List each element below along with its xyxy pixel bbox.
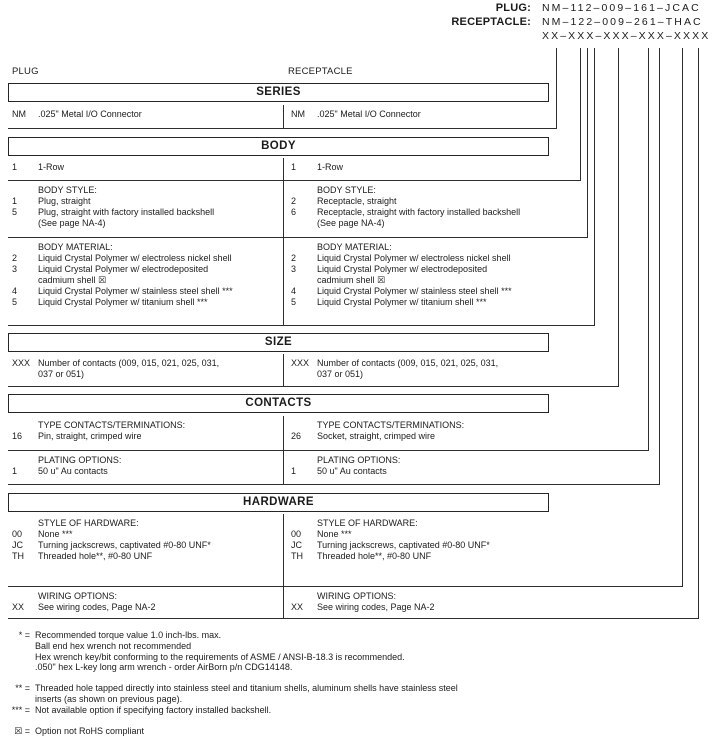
plug-part-number-label: PLUG: <box>495 2 531 14</box>
plug-column-cell <box>8 354 283 386</box>
footnote-marker: ** = <box>15 683 30 694</box>
connector-vline-body-style <box>587 48 588 237</box>
series-block <box>8 105 550 128</box>
option-line <box>291 253 550 264</box>
option-text: (See page NA-4) <box>38 218 106 228</box>
rule-wiring <box>8 618 699 619</box>
option-line <box>12 286 283 297</box>
option-text: BODY STYLE: <box>38 185 97 195</box>
option-text: cadmium shell ☒ <box>317 275 386 285</box>
section-title: BODY <box>261 140 296 152</box>
option-text: WIRING OPTIONS: <box>38 591 118 601</box>
option-code <box>12 275 38 286</box>
option-line <box>291 455 550 466</box>
option-line <box>12 551 283 562</box>
option-code: 5 <box>291 297 297 307</box>
option-line <box>12 591 283 602</box>
option-text: 037 or 051) <box>38 369 85 379</box>
section-header-series <box>8 83 549 102</box>
option-code <box>12 420 38 431</box>
option-code: 6 <box>291 207 297 217</box>
option-line <box>12 540 283 551</box>
option-text: None *** <box>317 529 352 539</box>
option-text: .025" Metal I/O Connector <box>317 109 421 119</box>
footnote-line: Ball end hex wrench not recommended <box>35 640 192 651</box>
connector-vline-wiring <box>698 48 699 618</box>
part-number-row-plug <box>378 1 716 15</box>
connector-vline-size <box>618 48 619 386</box>
option-line <box>291 275 550 286</box>
plug-column-cell <box>8 451 283 484</box>
connector-vline-body-row <box>580 48 581 180</box>
connector-vline-contact-type <box>648 48 649 450</box>
option-text: TYPE CONTACTS/TERMINATIONS: <box>317 420 465 430</box>
plug-column-cell <box>8 105 283 128</box>
option-line <box>291 264 550 275</box>
size-block <box>8 354 550 386</box>
option-line <box>12 358 283 369</box>
option-line <box>12 275 283 286</box>
option-code <box>12 242 38 253</box>
option-line <box>291 196 550 207</box>
option-line <box>12 264 283 275</box>
option-text: 50 u" Au contacts <box>38 466 108 476</box>
footnote-threaded-hole <box>4 683 716 705</box>
option-code: 1 <box>12 162 18 172</box>
option-line <box>12 207 283 218</box>
option-line <box>12 518 283 529</box>
part-number-row-mask <box>378 29 716 43</box>
receptacle-column-cell <box>283 514 550 586</box>
footnote-line: Not available option if specifying factory installed backshell. <box>35 704 272 715</box>
footnote-line: .050" hex L-key long arm wrench - order AirBorn p/n CDG14148. <box>35 662 293 673</box>
option-code: 1 <box>12 466 18 476</box>
section-title: HARDWARE <box>243 496 314 508</box>
option-code: 5 <box>12 297 18 307</box>
option-code: 2 <box>291 196 297 206</box>
option-text: Receptacle, straight with factory installed backshell <box>317 207 521 217</box>
option-code: 2 <box>291 253 297 263</box>
footnote-line: Recommended torque value 1.0 inch-lbs. max. <box>35 630 222 640</box>
section-header-body <box>8 137 549 156</box>
option-code: XX <box>12 602 25 612</box>
plug-column-cell <box>8 416 283 450</box>
option-line <box>291 218 550 229</box>
option-code: 3 <box>291 264 297 274</box>
option-line <box>12 185 283 196</box>
plug-column-label: PLUG <box>12 66 39 77</box>
footnote-marker: * = <box>18 630 30 640</box>
footnote-rohs <box>4 726 716 737</box>
option-code <box>291 275 317 286</box>
option-code: 5 <box>12 207 18 217</box>
option-code: 3 <box>12 264 18 274</box>
plug-part-number-value: NM–112–009–161–JCAC <box>542 2 701 14</box>
option-text: Socket, straight, crimped wire <box>317 431 436 441</box>
option-line <box>291 207 550 218</box>
option-code <box>12 369 38 380</box>
option-code: 4 <box>291 286 297 296</box>
connector-vline-body-material <box>594 48 595 325</box>
option-line <box>12 162 283 173</box>
option-line <box>291 518 550 529</box>
rule-size <box>8 386 619 387</box>
option-code <box>12 185 38 196</box>
connector-vline-series <box>556 48 557 128</box>
footnote-torque <box>4 630 716 673</box>
option-code <box>291 591 317 602</box>
option-line <box>12 431 283 442</box>
option-code: XXX <box>12 358 31 368</box>
option-line <box>12 529 283 540</box>
option-code: TH <box>291 551 303 561</box>
option-text: Number of contacts (009, 015, 021, 025, 031, <box>317 358 499 368</box>
receptacle-column-label: RECEPTACLE <box>288 66 353 77</box>
option-code <box>291 185 317 196</box>
receptacle-column-cell <box>283 451 550 484</box>
footnote-not-available <box>4 705 716 716</box>
option-code: TH <box>12 551 24 561</box>
option-text: Turning jackscrews, captivated #0-80 UNF* <box>38 540 211 550</box>
receptacle-column-cell <box>283 105 550 128</box>
connector-vline-plating <box>659 48 660 484</box>
option-line <box>291 431 550 442</box>
footnote-line: Option not RoHS compliant <box>35 725 145 736</box>
option-text: Threaded hole**, #0-80 UNF <box>317 551 432 561</box>
option-text: TYPE CONTACTS/TERMINATIONS: <box>38 420 186 430</box>
option-code: XX <box>291 602 304 612</box>
footnote-line: inserts (as shown on previous page). <box>35 693 183 704</box>
body-rows-block <box>8 158 550 180</box>
option-code <box>12 518 38 529</box>
option-code <box>291 218 317 229</box>
option-code: 1 <box>291 466 297 476</box>
option-text: Liquid Crystal Polymer w/ stainless steel shell *** <box>317 286 512 296</box>
body-material-block <box>8 238 550 325</box>
plug-column-cell <box>8 587 283 618</box>
option-text: WIRING OPTIONS: <box>317 591 397 601</box>
option-code: 2 <box>12 253 18 263</box>
option-line <box>291 466 550 477</box>
footnote-line: Hex wrench key/bit conforming to the requirements of ASME / ANSI-B-18.3 is recommended. <box>35 651 405 662</box>
option-text: BODY MATERIAL: <box>38 242 113 252</box>
option-code: 1 <box>12 196 18 206</box>
body-style-block <box>8 181 550 237</box>
option-text: See wiring codes, Page NA-2 <box>317 602 435 612</box>
footnote-line: Threaded hole tapped directly into stainless steel and titanium shells, aluminum shells have stainless steel <box>35 683 458 694</box>
option-text: STYLE OF HARDWARE: <box>317 518 418 528</box>
option-line <box>291 529 550 540</box>
option-text: Liquid Crystal Polymer w/ titanium shell *** <box>317 297 487 307</box>
option-line <box>291 540 550 551</box>
footnote-marker: *** = <box>11 704 30 715</box>
option-text: Liquid Crystal Polymer w/ electrodeposited <box>38 264 209 274</box>
option-line <box>291 286 550 297</box>
option-code <box>291 455 317 466</box>
contact-type-block <box>8 416 550 450</box>
option-line <box>12 218 283 229</box>
rule-plating <box>8 484 660 485</box>
section-header-hardware <box>8 493 549 512</box>
option-line <box>12 109 283 120</box>
option-line <box>291 242 550 253</box>
option-line <box>291 369 550 380</box>
option-text: cadmium shell ☒ <box>38 275 107 285</box>
section-title: SIZE <box>264 336 293 348</box>
option-code: 00 <box>12 529 23 539</box>
receptacle-column-cell <box>283 158 550 180</box>
option-code: 00 <box>291 529 302 539</box>
section-title: CONTACTS <box>245 397 312 409</box>
option-text: .025" Metal I/O Connector <box>38 109 142 119</box>
plug-column-cell <box>8 238 283 325</box>
option-code: JC <box>12 540 23 550</box>
option-text: 1-Row <box>317 162 344 172</box>
plating-block <box>8 451 550 484</box>
option-text: Liquid Crystal Polymer w/ electrodeposited <box>317 264 488 274</box>
option-line <box>291 551 550 562</box>
option-text: Pin, straight, crimped wire <box>38 431 142 441</box>
option-line <box>291 185 550 196</box>
option-line <box>291 420 550 431</box>
option-text: Plug, straight <box>38 196 91 206</box>
option-text: Liquid Crystal Polymer w/ stainless steel shell *** <box>38 286 233 296</box>
receptacle-column-cell <box>283 354 550 386</box>
rule-series <box>8 128 557 129</box>
option-text: (See page NA-4) <box>317 218 385 228</box>
option-code <box>12 455 38 466</box>
option-code <box>291 242 317 253</box>
receptacle-column-cell <box>283 238 550 325</box>
part-number-row-receptacle <box>378 15 716 29</box>
section-title: SERIES <box>256 86 301 98</box>
option-text: Turning jackscrews, captivated #0-80 UNF* <box>317 540 490 550</box>
plug-column-cell <box>8 158 283 180</box>
option-text: Number of contacts (009, 015, 021, 025, 031, <box>38 358 220 368</box>
option-line <box>12 242 283 253</box>
boxed-x-icon: ☒ = <box>14 725 30 736</box>
option-code: JC <box>291 540 302 550</box>
option-line <box>12 602 283 613</box>
option-line <box>291 591 550 602</box>
receptacle-part-number-label: RECEPTACLE: <box>451 16 531 28</box>
option-text: BODY STYLE: <box>317 185 376 195</box>
option-line <box>291 297 550 308</box>
option-code: 16 <box>12 431 23 441</box>
option-code <box>12 591 38 602</box>
footnotes <box>4 630 716 736</box>
option-text: Liquid Crystal Polymer w/ titanium shell *** <box>38 297 208 307</box>
option-line <box>291 358 550 369</box>
hardware-style-block <box>8 514 550 586</box>
option-line <box>12 253 283 264</box>
option-line <box>12 455 283 466</box>
option-code: 4 <box>12 286 18 296</box>
part-number-header <box>378 1 716 43</box>
option-code: 26 <box>291 431 302 441</box>
part-number-mask: XX–XXX–XXX–XXX–XXXX <box>542 30 711 42</box>
option-code: NM <box>291 109 305 119</box>
section-header-size <box>8 333 549 352</box>
section-header-contacts <box>8 394 549 413</box>
option-text: See wiring codes, Page NA-2 <box>38 602 156 612</box>
option-code <box>12 218 38 229</box>
option-code: XXX <box>291 358 310 368</box>
option-text: STYLE OF HARDWARE: <box>38 518 139 528</box>
option-text: 50 u" Au contacts <box>317 466 387 476</box>
option-text: Liquid Crystal Polymer w/ electroless nickel shell <box>317 253 511 263</box>
option-code <box>291 420 317 431</box>
option-text: PLATING OPTIONS: <box>317 455 401 465</box>
option-text: Liquid Crystal Polymer w/ electroless nickel shell <box>38 253 232 263</box>
option-text: None *** <box>38 529 73 539</box>
option-text: 037 or 051) <box>317 369 364 379</box>
connector-vline-hardware-style <box>682 48 683 586</box>
option-code: 1 <box>291 162 297 172</box>
option-text: 1-Row <box>38 162 65 172</box>
option-line <box>12 297 283 308</box>
option-code <box>291 369 317 380</box>
option-line <box>12 420 283 431</box>
receptacle-column-cell <box>283 587 550 618</box>
option-line <box>291 109 550 120</box>
option-text: Threaded hole**, #0-80 UNF <box>38 551 153 561</box>
option-text: Plug, straight with factory installed backshell <box>38 207 215 217</box>
rule-body-material <box>8 325 595 326</box>
receptacle-column-cell <box>283 181 550 237</box>
option-line <box>12 369 283 380</box>
option-code: NM <box>12 109 26 119</box>
option-text: PLATING OPTIONS: <box>38 455 122 465</box>
receptacle-column-cell <box>283 416 550 450</box>
option-line <box>12 466 283 477</box>
option-text: Receptacle, straight <box>317 196 397 206</box>
plug-column-cell <box>8 514 283 586</box>
option-line <box>12 196 283 207</box>
option-code <box>291 518 317 529</box>
option-line <box>291 162 550 173</box>
receptacle-part-number-value: NM–122–009–261–THAC <box>542 16 703 28</box>
plug-column-cell <box>8 181 283 237</box>
option-text: BODY MATERIAL: <box>317 242 392 252</box>
option-line <box>291 602 550 613</box>
wiring-block <box>8 587 550 618</box>
